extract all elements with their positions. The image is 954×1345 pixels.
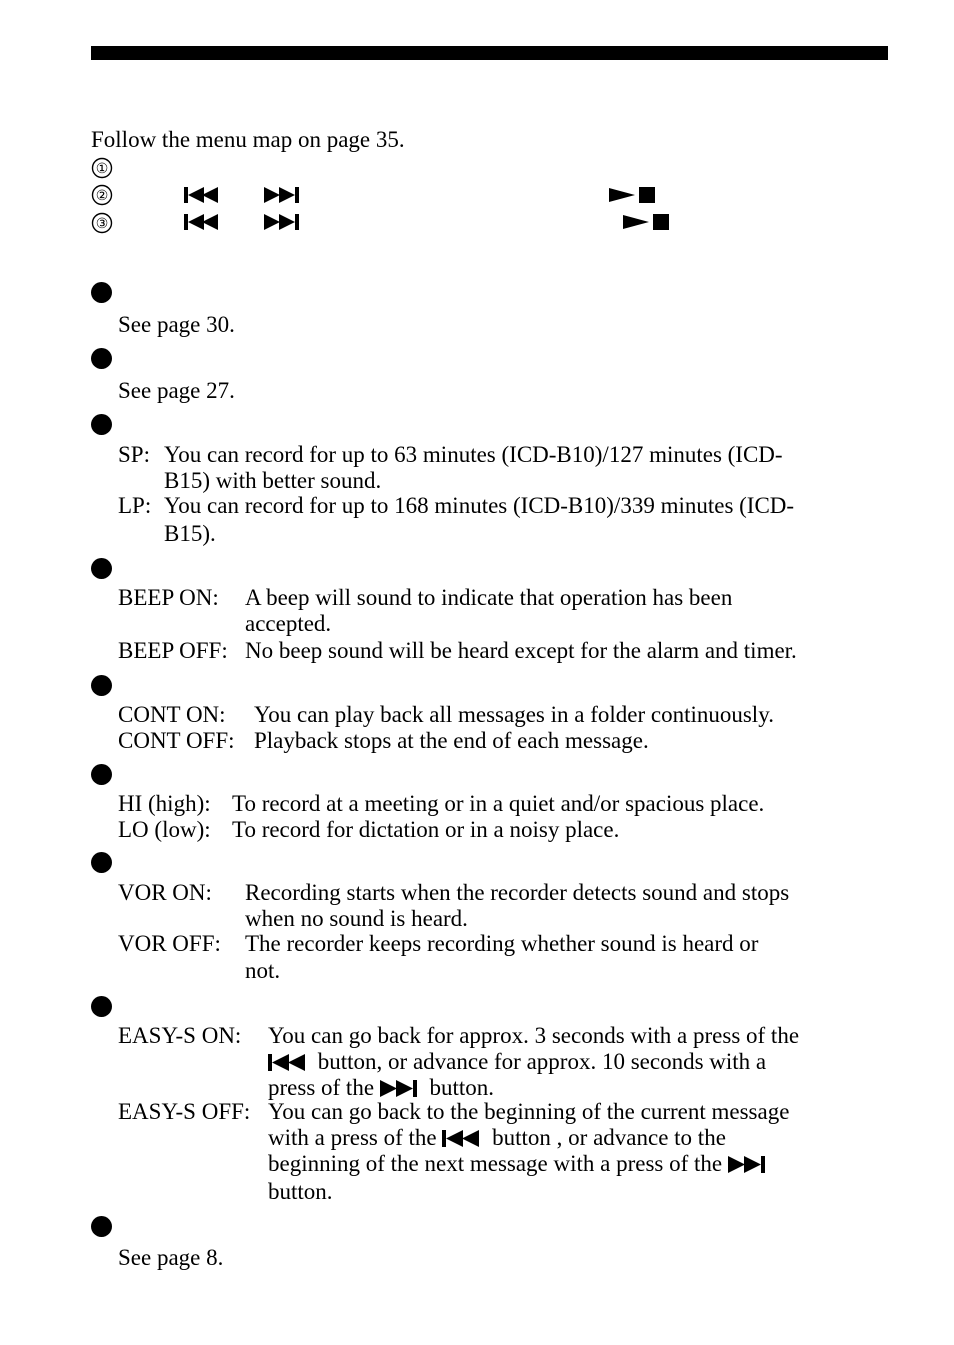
previous-track-icon	[184, 214, 223, 235]
lp-label: LP:	[118, 493, 152, 518]
section-bullet-icon	[91, 996, 112, 1017]
section-bullet-icon	[91, 1216, 112, 1237]
cont-off-label: CONT OFF:	[118, 728, 235, 753]
section-bullet-icon	[91, 282, 112, 303]
hi-description: To record at a meeting or in a quiet and/or spacious place.	[232, 791, 765, 816]
play-stop-icon	[623, 213, 673, 236]
beep-on-label: BEEP ON:	[118, 585, 219, 610]
sp-label: SP:	[118, 442, 150, 467]
beep-off-label: BEEP OFF:	[118, 638, 228, 663]
previous-track-icon	[268, 1054, 312, 1071]
play-stop-icon	[609, 186, 659, 209]
sp-description: You can record for up to 63 minutes (ICD-B10)/127 minutes (ICD- B15) with better sound.	[164, 442, 783, 493]
next-track-icon	[264, 187, 303, 208]
lo-description: To record for dictation or in a noisy place.	[232, 817, 620, 842]
see-page-text: See page 27.	[118, 378, 235, 403]
cont-on-label: CONT ON:	[118, 702, 226, 727]
see-page-text: See page 8.	[118, 1245, 224, 1270]
vor-off-description: The recorder keeps recording whether sound is heard or not.	[245, 931, 759, 983]
step-2-icon	[91, 184, 113, 206]
easy-off-label: EASY-S OFF:	[118, 1099, 251, 1124]
hi-label: HI (high):	[118, 791, 211, 816]
vor-on-label: VOR ON:	[118, 880, 212, 905]
cont-on-description: You can play back all messages in a folder continuously.	[254, 702, 774, 727]
next-track-icon	[380, 1080, 424, 1097]
section-bullet-icon	[91, 764, 112, 785]
easy-on-label: EASY-S ON:	[118, 1023, 242, 1048]
section-bullet-icon	[91, 348, 112, 369]
step-1-icon	[91, 157, 113, 179]
section-bullet-icon	[91, 852, 112, 873]
vor-on-description: Recording starts when the recorder detects sound and stops when no sound is heard.	[245, 880, 790, 931]
beep-off-description: No beep sound will be heard except for the alarm and timer.	[245, 638, 797, 663]
next-track-icon	[728, 1156, 772, 1173]
section-bullet-icon	[91, 675, 112, 696]
easy-off-description: You can go back to the beginning of the current message with a press of the button , or advance to the beginning of the next message with a press of the button.	[268, 1099, 790, 1204]
section-bullet-icon	[91, 414, 112, 435]
svg-text:①: ①	[95, 160, 109, 176]
step-3-icon	[91, 212, 113, 234]
intro-text: Follow the menu map on page 35.	[91, 127, 405, 152]
easy-on-description: You can go back for approx. 3 seconds with a press of the button, or advance for approx. 10 seconds with a press of the button.	[268, 1023, 800, 1100]
see-page-text: See page 30.	[118, 312, 235, 337]
lo-label: LO (low):	[118, 817, 211, 842]
previous-track-icon	[442, 1130, 486, 1147]
lp-description: You can record for up to 168 minutes (ICD-B10)/339 minutes (ICD- B15).	[164, 493, 795, 546]
cont-off-description: Playback stops at the end of each message.	[254, 728, 649, 753]
section-bullet-icon	[91, 558, 112, 579]
beep-on-description: A beep will sound to indicate that operation has been accepted.	[245, 585, 733, 636]
svg-text:②: ②	[95, 187, 109, 203]
header-rule	[91, 46, 888, 60]
previous-track-icon	[184, 187, 223, 208]
vor-off-label: VOR OFF:	[118, 931, 221, 956]
next-track-icon	[264, 214, 303, 235]
svg-text:③: ③	[95, 215, 109, 231]
